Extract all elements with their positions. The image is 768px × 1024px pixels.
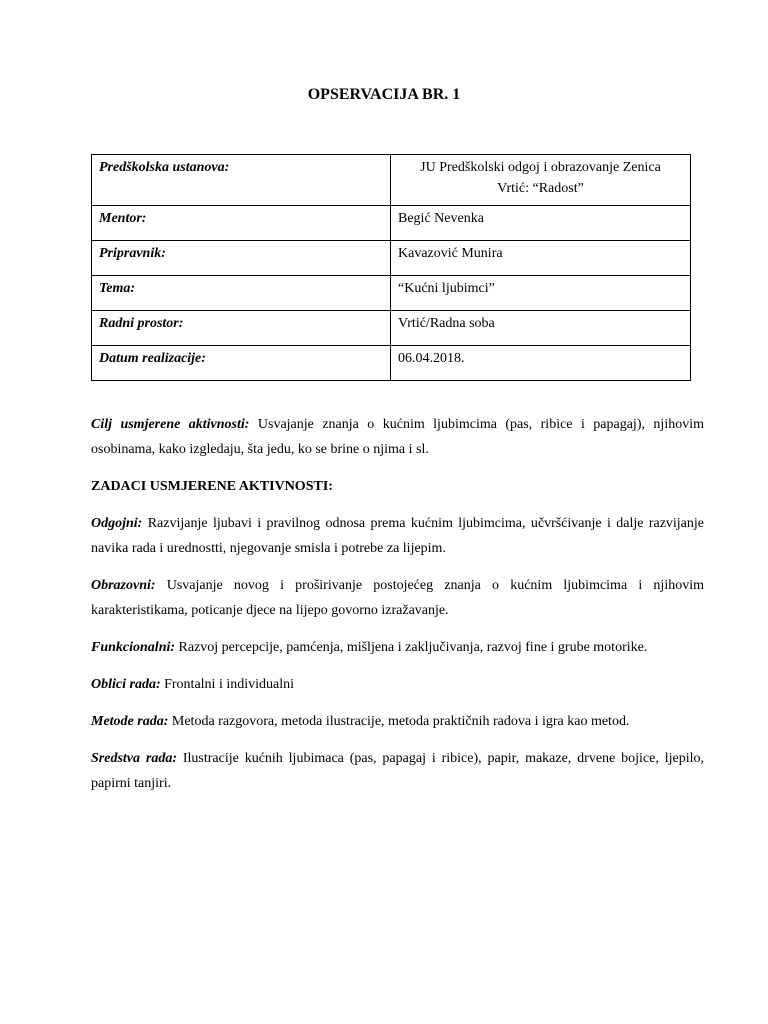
goal-text: Usvajanje znanja o kućnim ljubimcima (pas, ribice i papagaj), njihovim osobinama, kako izgledaju, šta jedu, ko se brine o njima i sl. — [91, 417, 704, 457]
materials-paragraph — [91, 746, 704, 796]
methods-text: Metoda razgovora, metoda ilustracije, metoda praktičnih radova i igra kao metod. — [168, 714, 630, 729]
goal-label: Cilj usmjerene aktivnosti: — [91, 417, 250, 432]
instructional-text: Usvajanje novog i proširivanje postojećeg znanja o kućnim ljubimcima i njihovim karakteristikama, poticanje djece na lijepo govorno izražavanje. — [91, 578, 704, 618]
row-label: Radni prostor: — [92, 311, 391, 346]
row-label: Predškolska ustanova: — [92, 155, 391, 206]
table-row — [92, 346, 691, 381]
tasks-heading: ZADACI USMJERENE AKTIVNOSTI: — [91, 479, 333, 494]
row-label: Pripravnik: — [92, 241, 391, 276]
table-row — [92, 206, 691, 241]
row-label: Mentor: — [92, 206, 391, 241]
document-title: OPSERVACIJA BR. 1 — [307, 86, 461, 103]
materials-label: Sredstva rada: — [91, 751, 177, 766]
methods-paragraph — [91, 709, 704, 734]
methods-label: Metode rada: — [91, 714, 169, 729]
materials-text: Ilustracije kućnih ljubimaca (pas, papagaj i ribice), papir, makaze, drvene bojice, ljepilo, papirni tanjiri. — [91, 751, 704, 791]
row-label: Tema: — [92, 276, 391, 311]
work-forms-paragraph — [91, 672, 704, 697]
table-row — [92, 155, 691, 206]
institution-name: JU Predškolski odgoj i obrazovanje Zenica — [420, 160, 661, 175]
row-value: Kavazović Munira — [391, 241, 691, 276]
row-value: Begić Nevenka — [391, 206, 691, 241]
educational-paragraph — [91, 511, 704, 561]
functional-label: Funkcionalni: — [91, 640, 176, 655]
instructional-label: Obrazovni: — [91, 578, 156, 593]
functional-text: Razvoj percepcije, pamćenja, mišljena i zaključivanja, razvoj fine i grube motorike. — [175, 640, 648, 655]
table-row — [92, 311, 691, 346]
info-table — [91, 154, 691, 381]
educational-label: Odgojni: — [91, 516, 143, 531]
work-forms-label: Oblici rada: — [91, 677, 161, 692]
table-row — [92, 241, 691, 276]
row-value: Vrtić/Radna soba — [391, 311, 691, 346]
functional-paragraph — [91, 635, 704, 660]
row-value — [391, 155, 691, 206]
row-value: “Kućni ljubimci” — [391, 276, 691, 311]
kindergarten-name: Vrtić: “Radost” — [497, 181, 584, 196]
work-forms-text: Frontalni i individualni — [160, 677, 294, 692]
goal-paragraph — [91, 412, 704, 462]
body-text — [91, 412, 704, 808]
instructional-paragraph — [91, 573, 704, 623]
table-row — [92, 276, 691, 311]
row-label: Datum realizacije: — [92, 346, 391, 381]
educational-text: Razvijanje ljubavi i pravilnog odnosa prema kućnim ljubimcima, učvršćivanje i dalje razvijanje navika rada i urednostti, njegovanje smisla i potrebe za lijepim. — [91, 516, 704, 556]
row-value: 06.04.2018. — [391, 346, 691, 381]
